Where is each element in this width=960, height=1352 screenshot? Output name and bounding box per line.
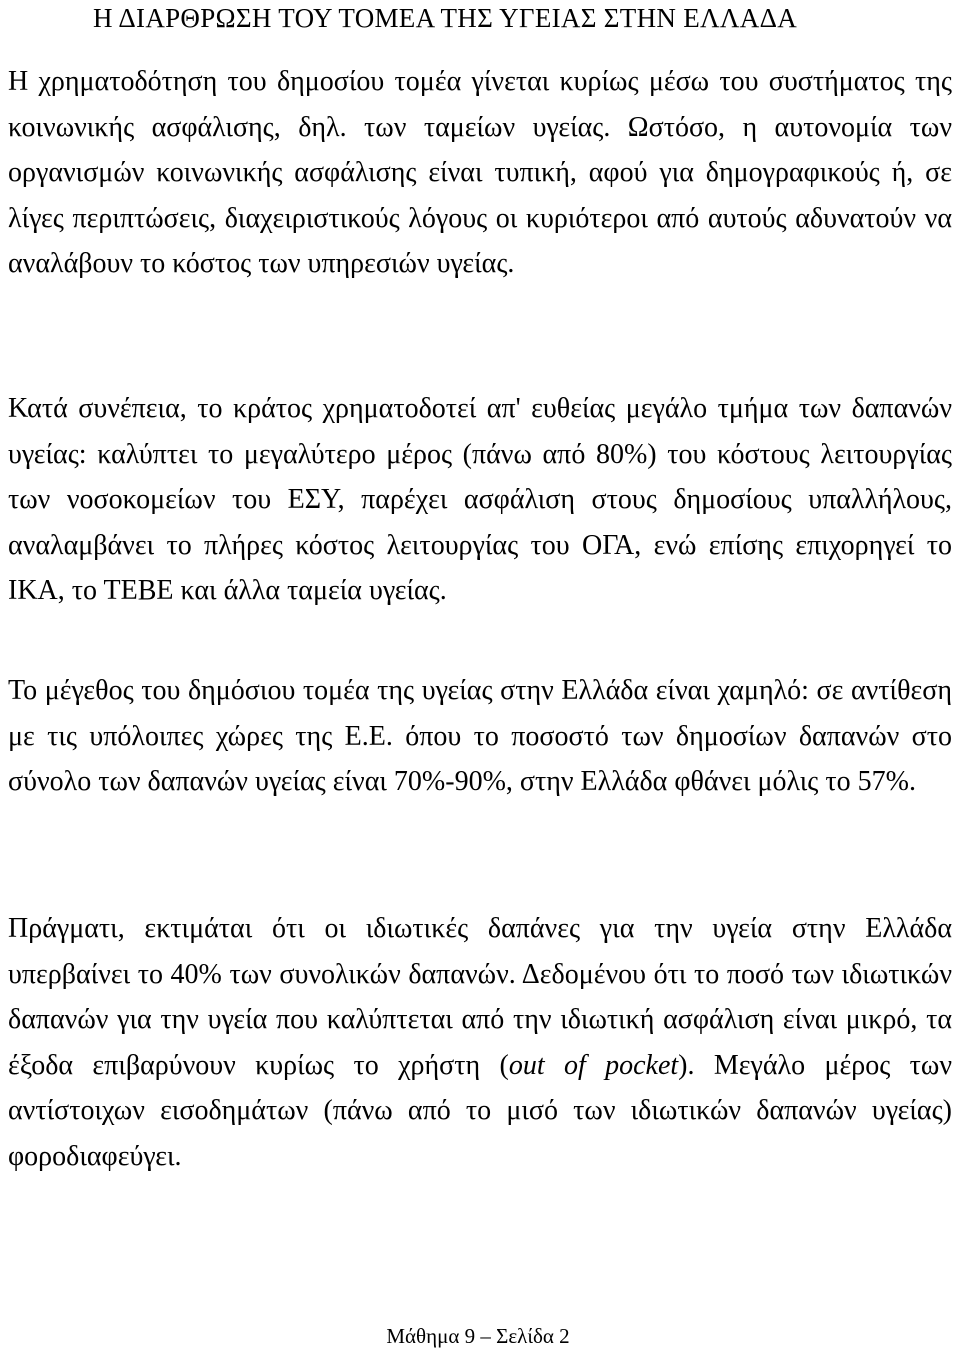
paragraph-1: Η χρηματοδότηση του δημοσίου τομέα γίνεται κυρίως μέσω του συστήματος της κοινωνικής ασφάλισης, δηλ. των ταμείων υγείας. Ωστόσο, η αυτονομία των οργανισμών κοινωνικής ασφάλισης είναι τυπική, αφού για δημογραφικούς ή, σε λίγες περιπτώσεις, διαχειριστικούς λόγους οι κυριότεροι από αυτούς αδυνατούν να αναλάβουν το κόστος των υπηρεσιών υγείας. xyxy=(8,66,952,280)
paragraph-4 xyxy=(8,906,952,1180)
paragraph-4-text-end: ). Μεγάλο μέρος των αντίστοιχων εισοδημάτων (πάνω από το μισό των ιδιωτικών δαπανών υγείας) φοροδιαφεύγει. xyxy=(8,1049,952,1172)
paragraph-2: Κατά συνέπεια, το κράτος χρηματοδοτεί απ' ευθείας μεγάλο τμήμα των δαπανών υγείας: καλύπτει το μεγαλύτερο μέρος (πάνω από 80%) του κόστους λειτουργίας των νοσοκομείων του ΕΣΥ, παρέχει ασφάλιση στους δημοσίους υπαλλήλους, αναλαμβάνει το πλήρες κόστος λειτουργίας του ΟΓΑ, ενώ επίσης επιχορηγεί το ΙΚΑ, το ΤΕΒΕ και άλλα ταμεία υγείας. xyxy=(8,393,952,607)
page-number-label: Μάθημα 9 – Σελίδα 2 xyxy=(386,1324,570,1348)
page-footer xyxy=(0,1323,960,1349)
document-title: Η ΔΙΑΡΘΡΩΣΗ ΤΟΥ ΤΟΜΕΑ ΤΗΣ ΥΓΕΙΑΣ ΣΤΗΝ ΕΛΛΑΔΑ xyxy=(93,3,798,33)
paragraph-4-italic-term: out of pocket xyxy=(508,1049,679,1081)
paragraph-3: Το μέγεθος του δημόσιου τομέα της υγείας στην Ελλάδα είναι χαμηλό: σε αντίθεση με τις υπόλοιπες χώρες της Ε.Ε. όπου το ποσοστό των δημοσίων δαπανών στο σύνολο των δαπανών υγείας είναι 70%-90%, στην Ελλάδα φθάνει μόλις το 57%. xyxy=(8,675,952,798)
paragraph-4-text-start: Πράγματι, εκτιμάται ότι οι ιδιωτικές δαπάνες για την υγεία στην Ελλάδα υπερβαίνει το 40% των συνολικών δαπανών. Δεδομένου ότι το ποσό των ιδιωτικών δαπανών για την υγεία που καλύπτεται από την ιδιωτική ασφάλιση είναι μικρό, τα έξοδα επιβαρύνουν κυρίως το χρήστη ( xyxy=(8,913,952,1081)
